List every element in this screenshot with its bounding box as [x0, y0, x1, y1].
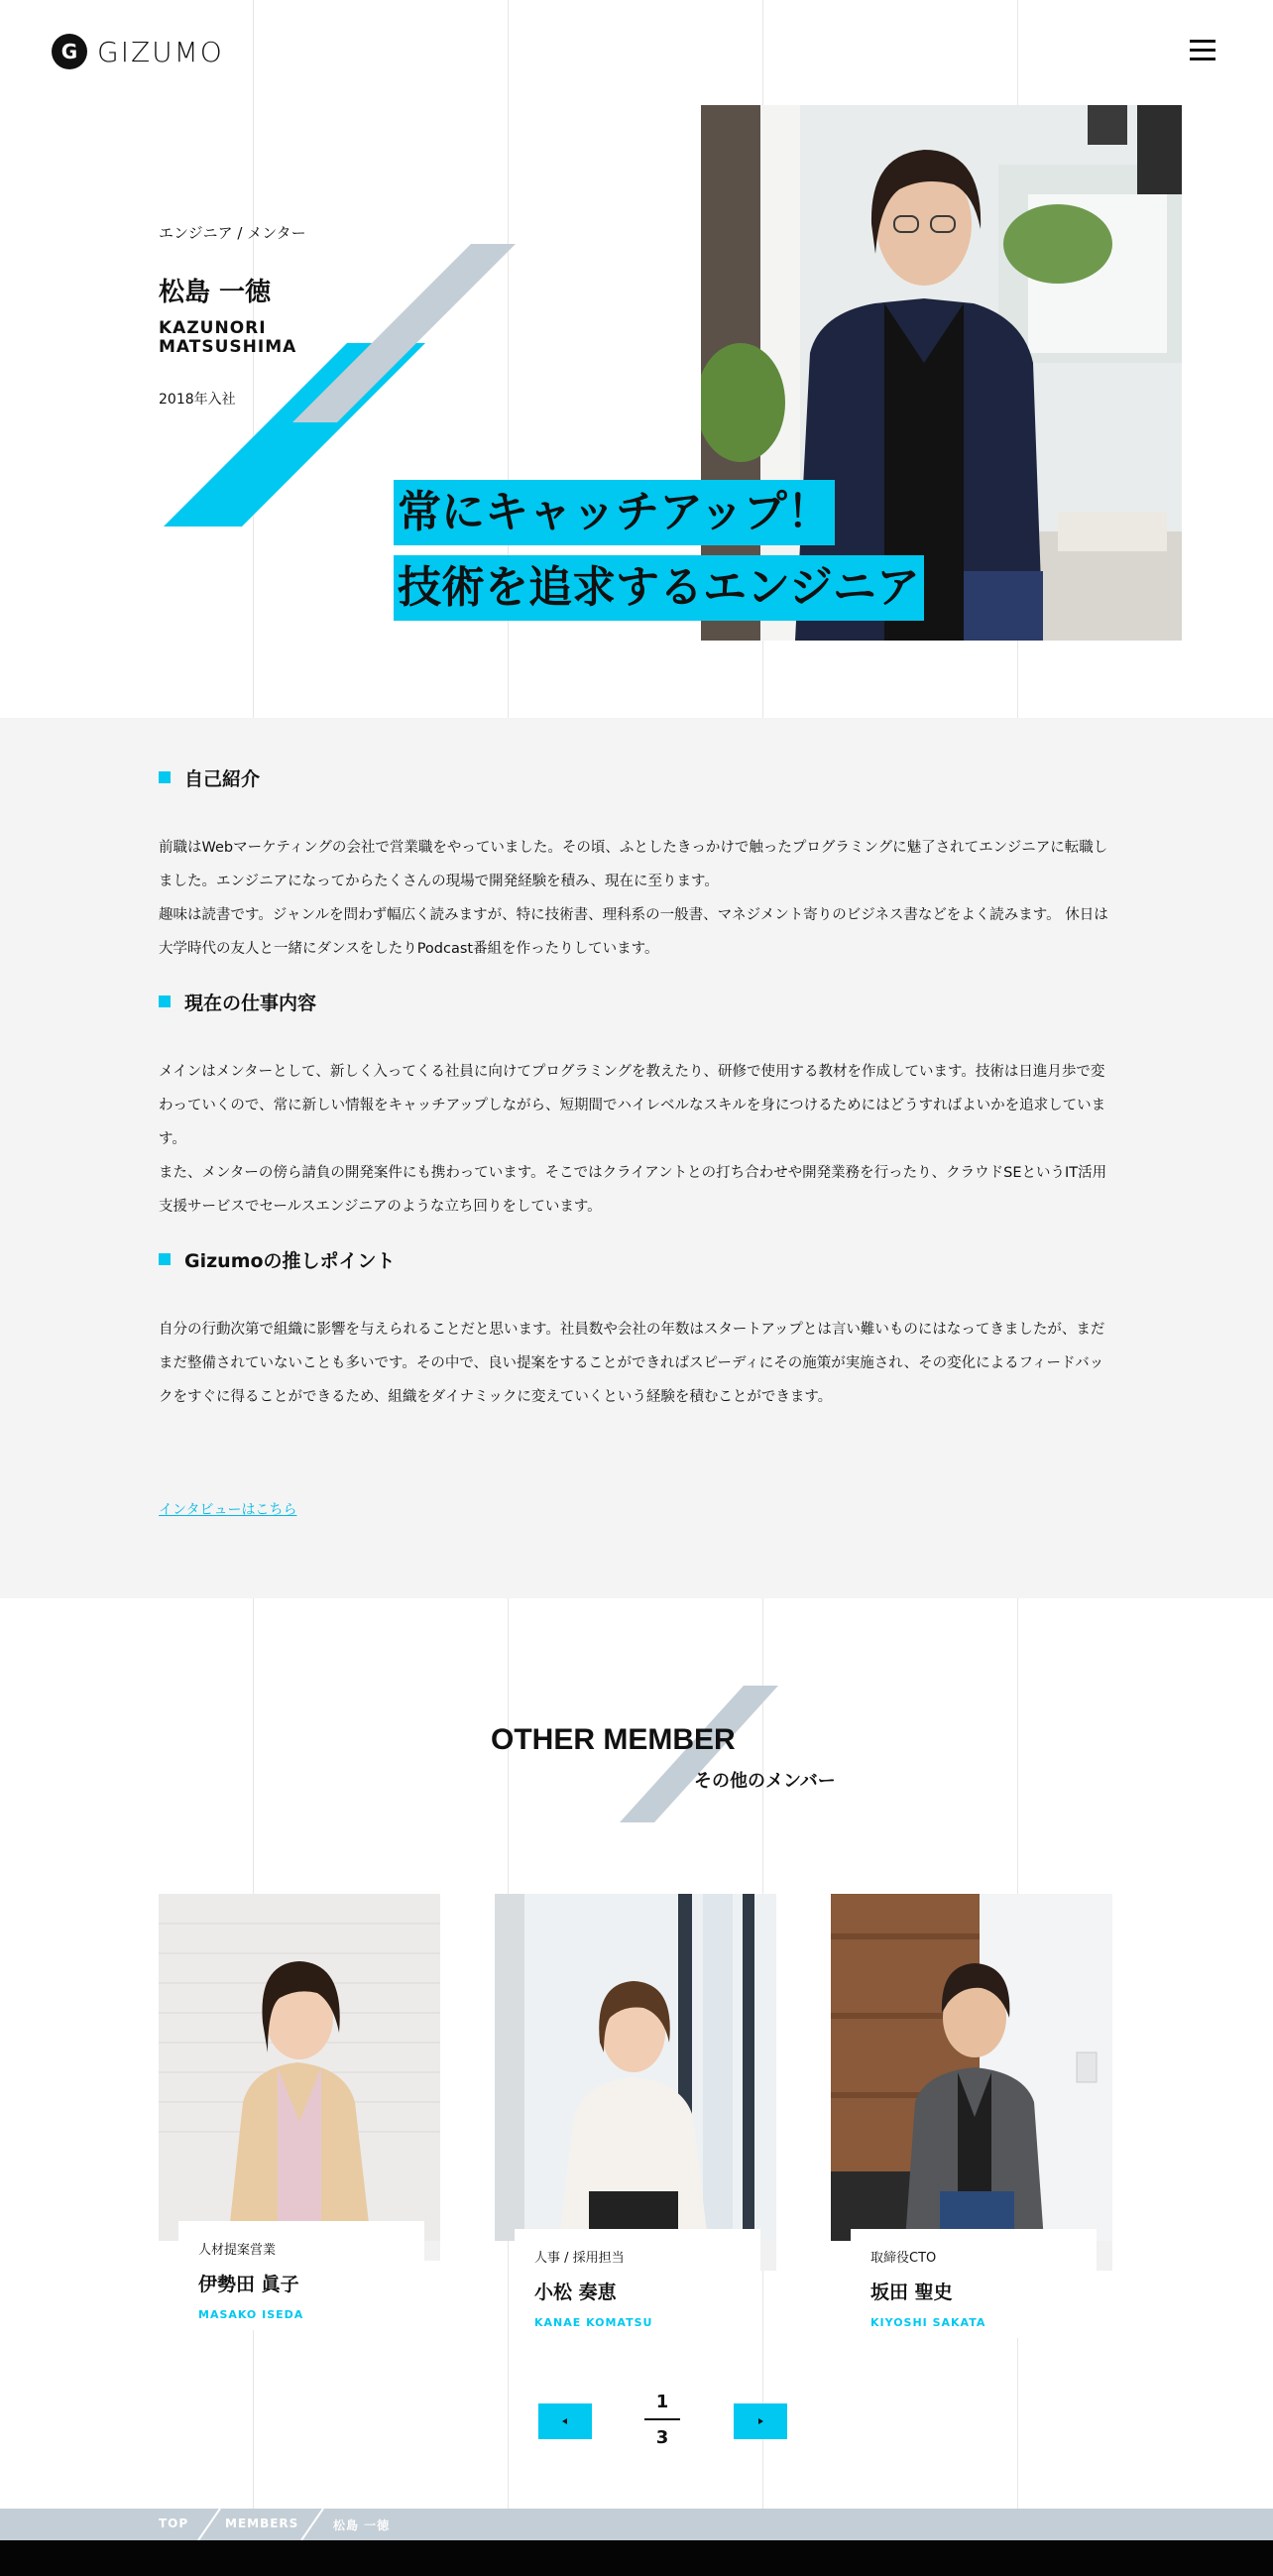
member-card-name-en: MASAKO ISEDA: [198, 2308, 304, 2321]
breadcrumb: [0, 2509, 1273, 2540]
pager-divider: [644, 2418, 680, 2420]
breadcrumb-separator-icon: [194, 2509, 224, 2540]
member-card-role: 人事 / 採用担当: [534, 2251, 625, 2266]
catch-copy: [394, 480, 924, 631]
member-name-jp: 松島 一徳: [159, 278, 272, 307]
square-bullet-icon: [159, 771, 171, 783]
paragraph: また、メンターの傍ら請負の開発案件にも携わっています。そこではクライアントとの打ち合わせや開発業務を行ったり、クラウドSEというIT活用支援サービスでセールスエンジニアのような立ち回りをしています。: [159, 1165, 1107, 1215]
section-body: [159, 1313, 1110, 1414]
catch-line-1: 常にキャッチアップ！: [394, 480, 835, 545]
interview-link[interactable]: インタビューはこちら: [159, 1502, 297, 1518]
recommend-point-block: [159, 1245, 1110, 1414]
member-card-info: [851, 2229, 1097, 2338]
profile-section: [0, 718, 1273, 1598]
section-heading-text: Gizumoの推しポイント: [184, 1249, 396, 1272]
breadcrumb-top[interactable]: TOP: [159, 2517, 189, 2530]
site-logo[interactable]: [52, 34, 224, 69]
site-header: [0, 0, 1273, 105]
square-bullet-icon: [159, 1253, 171, 1265]
member-hero: [0, 105, 1273, 718]
member-card-photo: [831, 1894, 1112, 2241]
logo-mark: G: [52, 34, 87, 69]
member-card-role: 人材提案営業: [198, 2243, 277, 2258]
member-card-info: [515, 2229, 760, 2338]
paragraph: 自分の行動次第で組織に影響を与えられることだと思います。社員数や会社の年数はスタートアップとは言い難いものにはなってきましたが、まだまだ整備されていないことも多いです。その中で、良い提案をすることができればスピーディにその施策が実施され、その変化によるフィードバックをすぐに得ることができるため、組織をダイナミックに変えていくという経験を積むことができます。: [159, 1322, 1105, 1405]
member-card-name: 小松 奏恵: [534, 2282, 617, 2303]
other-member-subtitle: その他のメンバー: [694, 1771, 836, 1792]
member-card-photo: [159, 1894, 440, 2241]
section-body: [159, 1055, 1110, 1224]
member-card[interactable]: [159, 1894, 440, 2321]
logo-text: GIZUMO: [97, 35, 224, 68]
self-intro-block: [159, 763, 1110, 966]
member-card-photo: [495, 1894, 776, 2241]
member-card-name: 伊勢田 眞子: [198, 2274, 299, 2295]
arrow-right-icon: [756, 2417, 764, 2425]
other-member-title: OTHER MEMBER: [491, 1723, 736, 1756]
paragraph: 前職はWebマーケティングの会社で営業職をやっていました。その頃、ふとしたきっかけで触ったプログラミングに魅了されてエンジニアに転職しました。エンジニアになってからたくさんの現場で開発経験を積み、現在に至ります。: [159, 840, 1108, 889]
section-heading-text: 現在の仕事内容: [184, 992, 317, 1014]
member-card-name-en: KANAE KOMATSU: [534, 2316, 653, 2329]
pager-current: 1: [655, 2392, 669, 2412]
current-work-block: [159, 988, 1110, 1224]
section-heading-text: 自己紹介: [184, 767, 261, 790]
section-heading: [159, 1245, 1110, 1273]
pager-prev-button[interactable]: [538, 2403, 592, 2439]
square-bullet-icon: [159, 995, 171, 1007]
breadcrumb-members[interactable]: MEMBERS: [225, 2517, 299, 2530]
paragraph: メインはメンターとして、新しく入ってくる社員に向けてプログラミングを教えたり、研修で使用する教材を作成しています。技術は日進月歩で変わっていくので、常に新しい情報をキャッチアップしながら、短期間でハイレベルなスキルを身につけるためにはどうすればよいかを追求しています。: [159, 1064, 1106, 1147]
member-card[interactable]: [495, 1894, 776, 2329]
member-name-en: KAZUNORI MATSUSHIMA: [159, 318, 297, 357]
member-card-name: 坂田 聖史: [870, 2282, 953, 2303]
pager-total: 3: [655, 2427, 669, 2448]
section-body: [159, 831, 1110, 966]
member-card-role: 取締役CTO: [870, 2251, 937, 2266]
section-heading: [159, 988, 1110, 1015]
site-footer: [0, 2540, 1273, 2576]
pager-next-button[interactable]: [734, 2403, 787, 2439]
breadcrumb-current: 松島 一徳: [333, 2518, 391, 2532]
section-heading: [159, 763, 1110, 791]
hamburger-menu-icon[interactable]: [1190, 40, 1215, 61]
breadcrumb-separator-icon: [297, 2509, 327, 2540]
member-card-name-en: KIYOSHI SAKATA: [870, 2316, 986, 2329]
paragraph: 趣味は読書です。ジャンルを問わず幅広く読みますが、特に技術書、理科系の一般書、マネジメント寄りのビジネス書などをよく読みます。 休日は大学時代の友人と一緒にダンスをしたりPodcast番組を作ったりしています。: [159, 907, 1108, 957]
member-card[interactable]: [831, 1894, 1112, 2329]
other-member-section: [0, 1598, 1273, 2509]
arrow-left-icon: [561, 2417, 569, 2425]
catch-line-2: 技術を追求するエンジニア: [394, 555, 924, 621]
member-card-info: [178, 2221, 424, 2330]
joined-year: 2018年入社: [159, 392, 236, 408]
member-role: エンジニア / メンター: [159, 224, 306, 242]
